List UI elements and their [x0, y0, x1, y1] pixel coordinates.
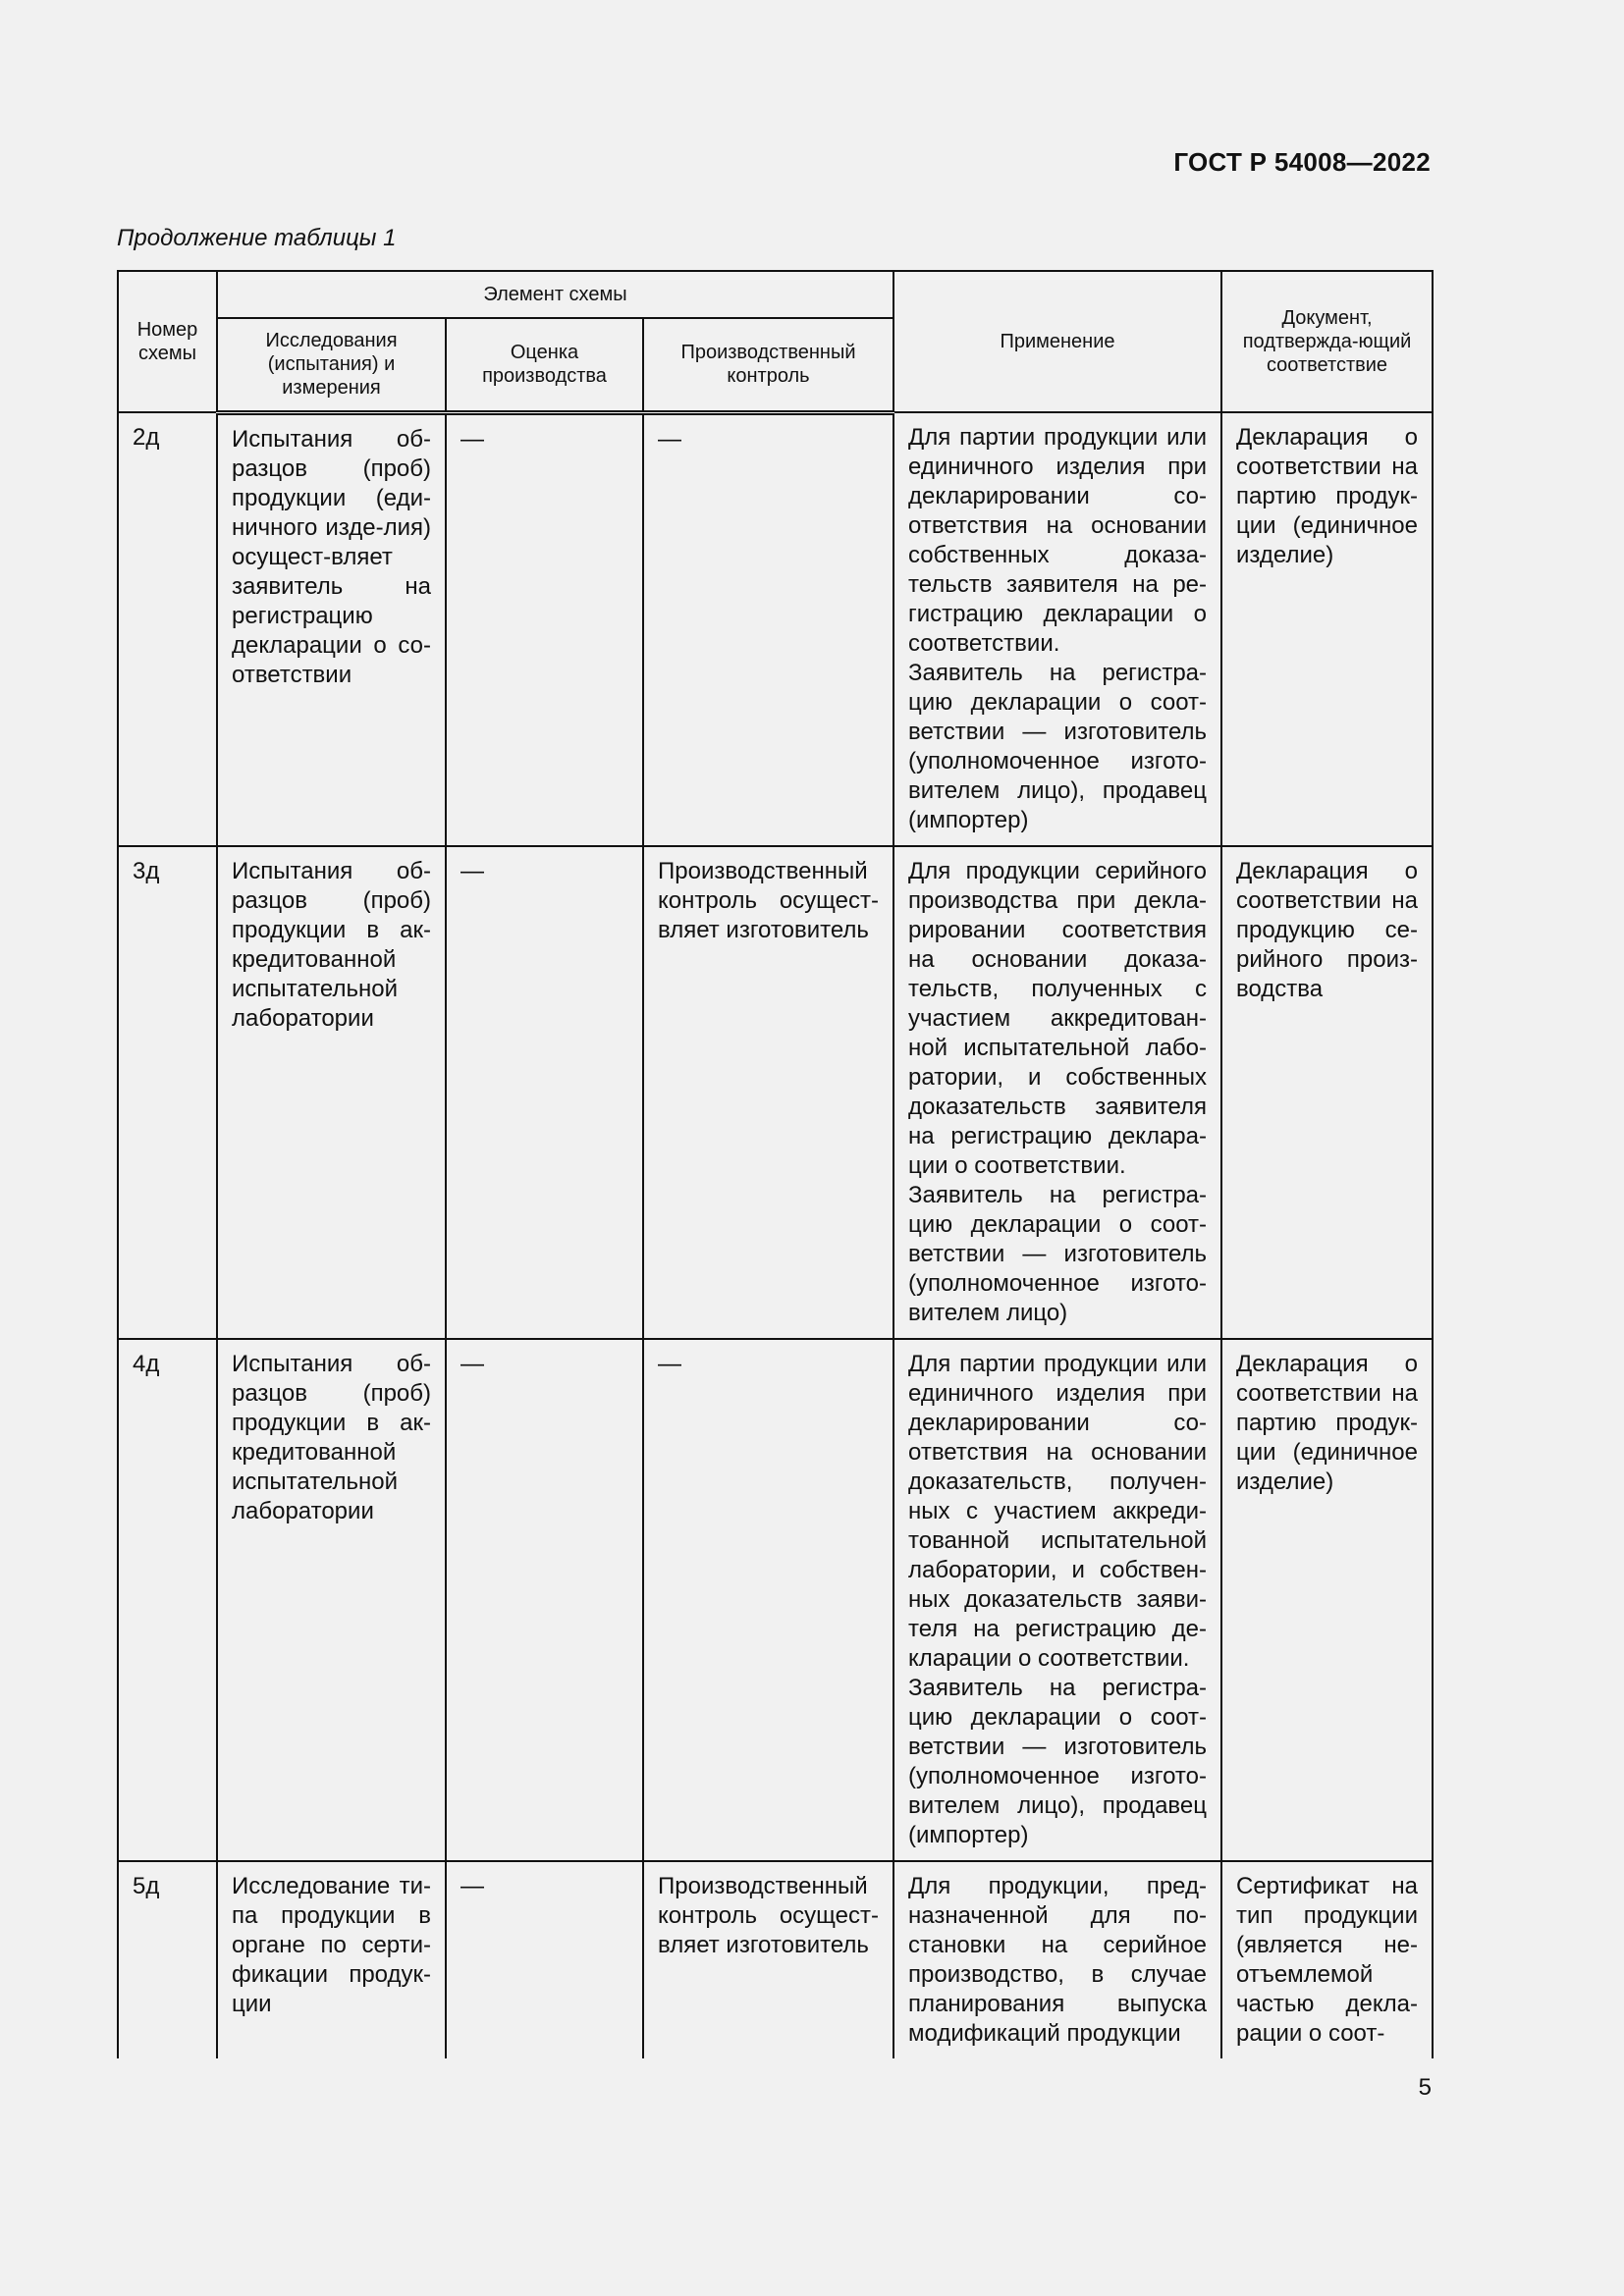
- cell-application: Для продукции серийного производства при декла-рировании соответствия на основании доказа-тельств, полученных с участием аккредитован-ной испытательной лабо-ратории, и собственных доказательств заявителя на регистрацию деклара-ции о соответствии. Заявитель на регистра-цию декларации о соот-ветствии — изготовитель (уполномоченное изгото-вителем лицо): [893, 846, 1221, 1339]
- table-row: [118, 1861, 1433, 2058]
- cell-control: Производственный контроль осущест-вляет изготовитель: [643, 846, 893, 1339]
- cell-research: Испытания об-разцов (проб) продукции (еди-ничного изде-лия) осущест-вляет заявитель на регистрацию декларации о со-ответствии: [217, 412, 446, 846]
- cell-scheme-number: 3д: [118, 846, 217, 1339]
- cell-control: —: [643, 412, 893, 846]
- cell-scheme-number: 5д: [118, 1861, 217, 2058]
- cell-application: Для партии продукции или единичного изделия при декларировании со-ответствия на основании доказательств, получен-ных с участием аккреди-тованной испытательной лаборатории, и собствен-ных доказательств заяви-теля на регистрацию де-кларации о соответствии. Заявитель на регистра-цию декларации о соот-ветствии — изготовитель (уполномоченное изгото-вителем лицо), продавец (импортер): [893, 1339, 1221, 1861]
- cell-application: Для партии продукции или единичного изделия при декларировании со-ответствия на основании собственных доказа-тельств заявителя на ре-гистрацию декларации о соответствии. Заявитель на регистра-цию декларации о соот-ветствии — изготовитель (уполномоченное изгото-вителем лицо), продавец (импортер): [893, 412, 1221, 846]
- cell-document: Декларация о соответствии на партию продук-ции (единичное изделие): [1221, 1339, 1433, 1861]
- header-scheme-element: Элемент схемы: [217, 271, 893, 318]
- cell-document: Декларация о соответствии на партию продук-ции (единичное изделие): [1221, 412, 1433, 846]
- header-research: Исследования (испытания) и измерения: [217, 318, 446, 412]
- header-application: Применение: [893, 271, 1221, 412]
- cell-scheme-number: 4д: [118, 1339, 217, 1861]
- table-row: [118, 412, 1433, 846]
- cell-control: Производственный контроль осущест-вляет изготовитель: [643, 1861, 893, 2058]
- schemes-table: [117, 270, 1434, 2058]
- cell-scheme-number: 2д: [118, 412, 217, 846]
- table-row: [118, 846, 1433, 1339]
- header-scheme-number: Номер схемы: [118, 271, 217, 412]
- cell-research: Испытания об-разцов (проб) продукции в ак-кредитованной испытательной лаборатории: [217, 846, 446, 1339]
- cell-assessment: —: [446, 412, 643, 846]
- table-header: [118, 271, 1433, 412]
- document-code: ГОСТ Р 54008—2022: [1173, 147, 1431, 177]
- cell-assessment: —: [446, 1861, 643, 2058]
- header-document: Документ, подтвержда-ющий соответствие: [1221, 271, 1433, 412]
- cell-application: Для продукции, пред-назначенной для по-становки на серийное производство, в случае планирования выпуска модификаций продукции: [893, 1861, 1221, 2058]
- table-caption: Продолжение таблицы 1: [117, 225, 397, 251]
- cell-document: Сертификат на тип продукции (является не-отъемлемой частью декла-рации о соот-: [1221, 1861, 1433, 2058]
- cell-research: Исследование ти-па продукции в органе по серти-фикации продук-ции: [217, 1861, 446, 2058]
- header-production-assessment: Оценка производства: [446, 318, 643, 412]
- table-row: [118, 1339, 1433, 1861]
- cell-research: Испытания об-разцов (проб) продукции в ак-кредитованной испытательной лаборатории: [217, 1339, 446, 1861]
- cell-assessment: —: [446, 1339, 643, 1861]
- cell-control: —: [643, 1339, 893, 1861]
- cell-document: Декларация о соответствии на продукцию се-рийного произ-водства: [1221, 846, 1433, 1339]
- cell-assessment: —: [446, 846, 643, 1339]
- header-production-control: Производственный контроль: [643, 318, 893, 412]
- page-number: 5: [1418, 2074, 1432, 2101]
